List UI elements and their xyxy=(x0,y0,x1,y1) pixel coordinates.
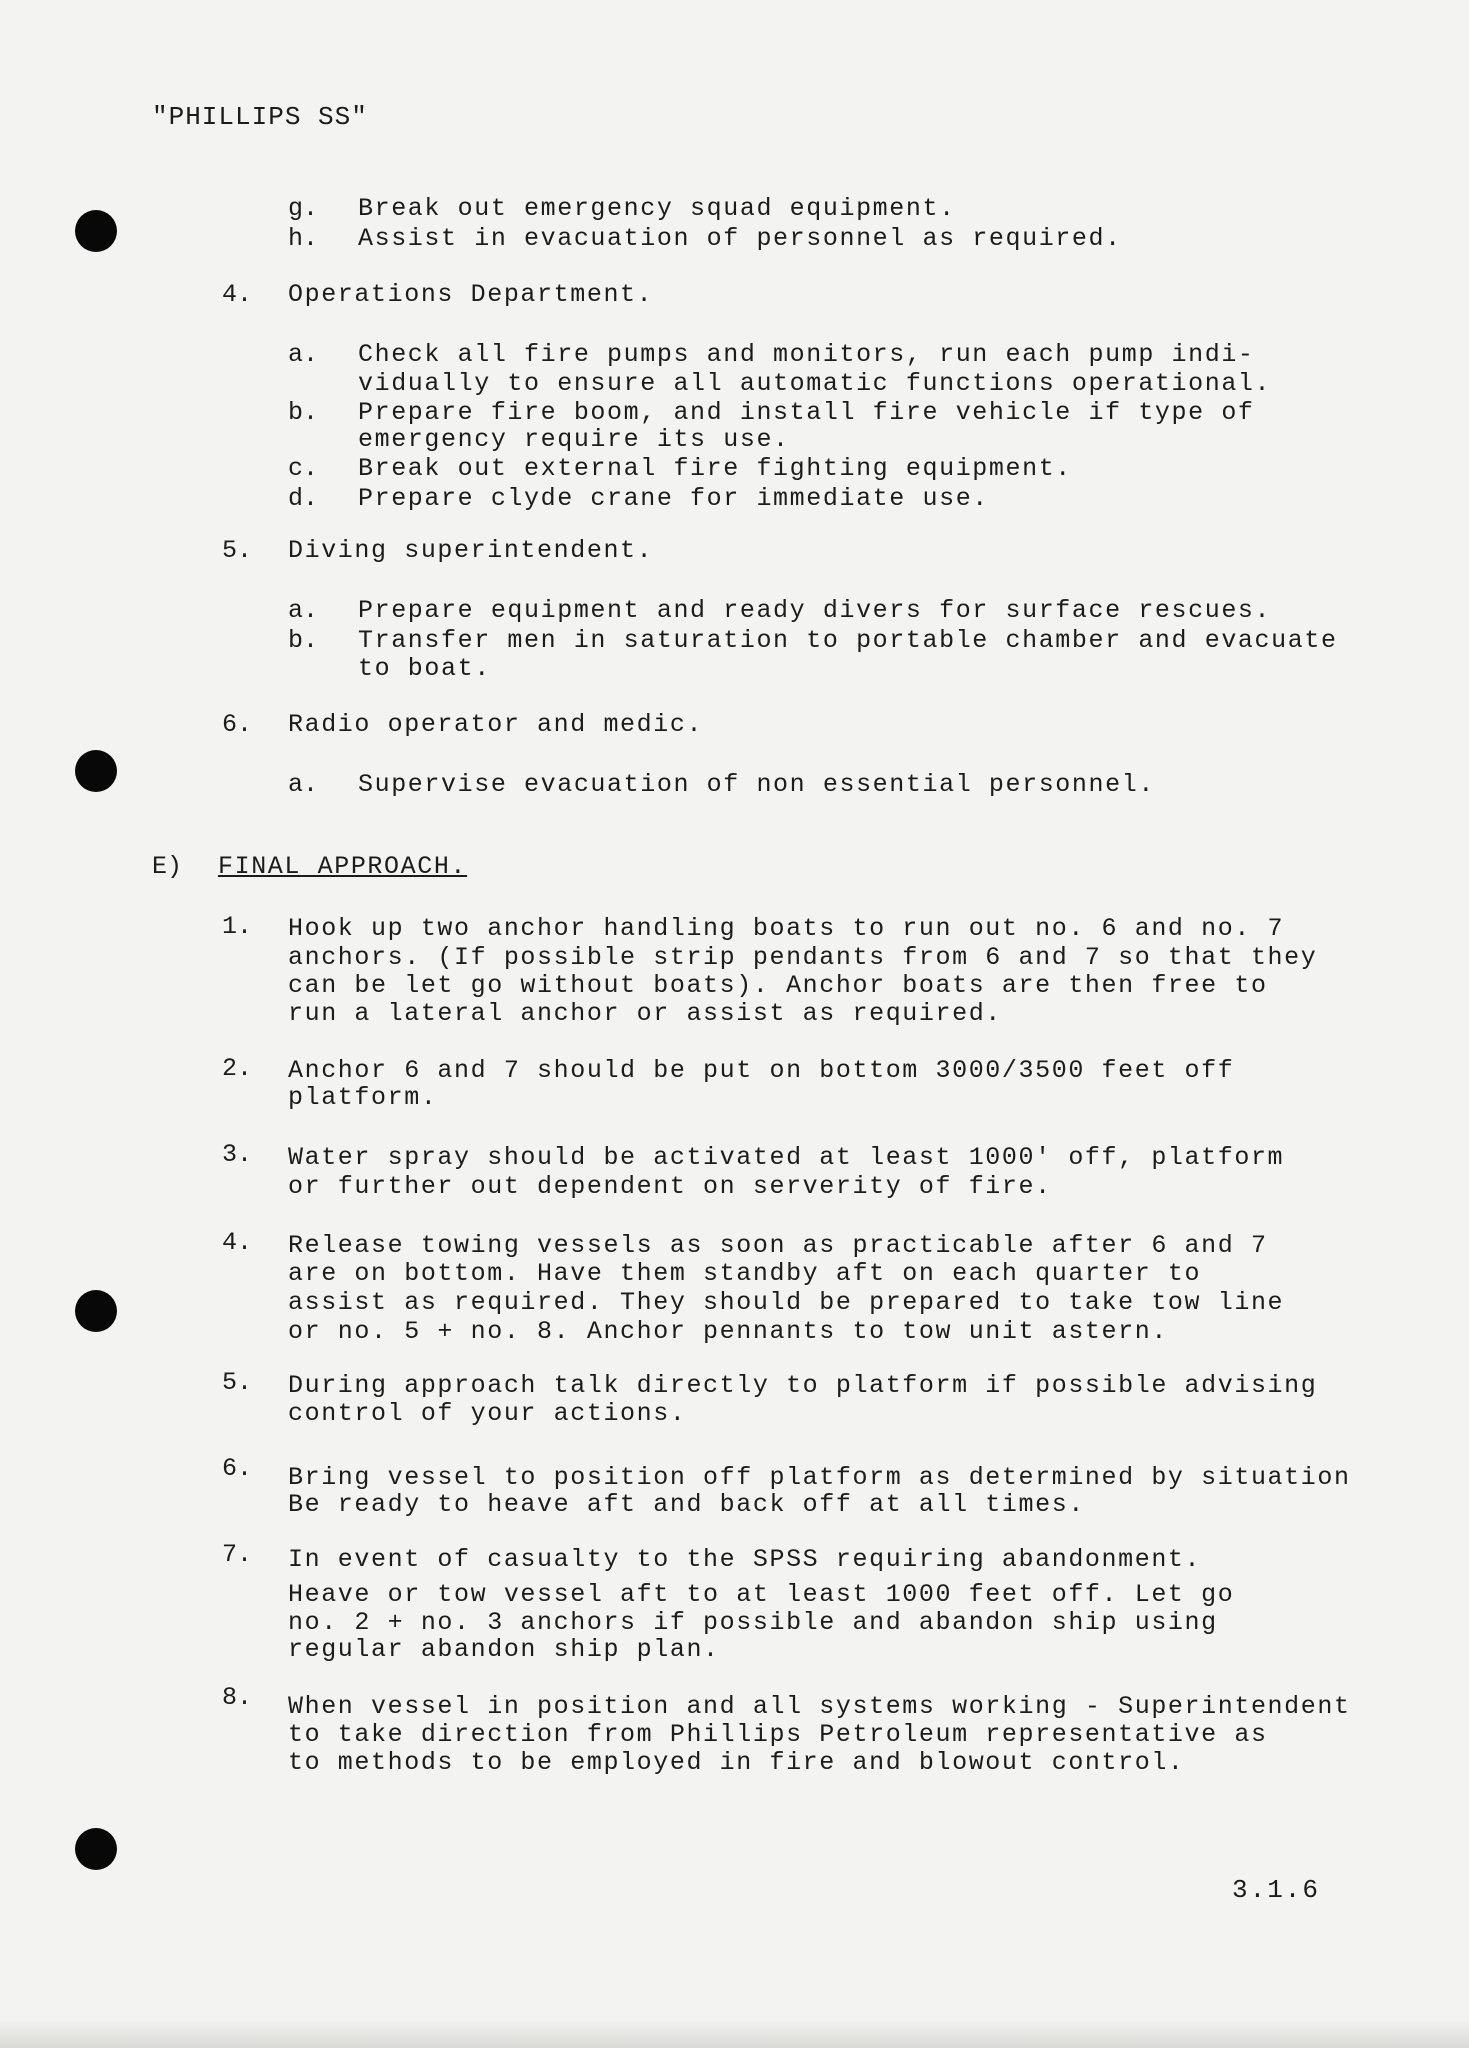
item-number: 7. xyxy=(222,1540,253,1569)
item-label: d. xyxy=(288,484,319,513)
item-label: g. xyxy=(288,194,319,223)
scan-bottom-edge xyxy=(0,2018,1469,2048)
item-text: Prepare equipment and ready divers for surface rescues. xyxy=(358,596,1272,625)
item-text: Prepare fire boom, and install fire vehicle if type of xyxy=(358,398,1255,427)
item-text: run a lateral anchor or assist as required. xyxy=(288,999,1002,1028)
punch-hole xyxy=(75,750,117,792)
item-number: 8. xyxy=(222,1683,253,1712)
item-text: In event of casualty to the SPSS requiring abandonment. xyxy=(288,1545,1202,1574)
item-label: b. xyxy=(288,626,319,655)
item-number: 6. xyxy=(222,1454,253,1483)
item-text: or further out dependent on serverity of fire. xyxy=(288,1172,1052,1201)
item-number: 4. xyxy=(222,1228,253,1257)
document-header: "PHILLIPS SS" xyxy=(152,102,368,132)
item-text: Hook up two anchor handling boats to run out no. 6 and no. 7 xyxy=(288,914,1285,943)
section-number: 4. xyxy=(222,280,253,309)
item-number: 3. xyxy=(222,1140,253,1169)
item-text: emergency require its use. xyxy=(358,425,790,454)
punch-hole xyxy=(75,1290,117,1332)
item-label: a. xyxy=(288,340,319,369)
page-number: 3.1.6 xyxy=(1232,1875,1321,1905)
item-text: to boat. xyxy=(358,654,491,683)
item-text: or no. 5 + no. 8. Anchor pennants to tow unit astern. xyxy=(288,1317,1168,1346)
section-number: 5. xyxy=(222,536,253,565)
item-text: Assist in evacuation of personnel as required. xyxy=(358,224,1122,253)
item-text: Check all fire pumps and monitors, run each pump indi- xyxy=(358,340,1255,369)
item-text: anchors. (If possible strip pendants from 6 and 7 so that they xyxy=(288,943,1318,972)
section-title-final-approach: FINAL APPROACH. xyxy=(218,852,468,881)
item-label: b. xyxy=(288,398,319,427)
item-text: Break out emergency squad equipment. xyxy=(358,194,956,223)
section-title: Radio operator and medic. xyxy=(288,710,704,739)
item-text: Break out external fire fighting equipment. xyxy=(358,454,1072,483)
item-text: Water spray should be activated at least 1000' off, platform xyxy=(288,1143,1285,1172)
item-number: 1. xyxy=(222,912,253,941)
item-number: 5. xyxy=(222,1368,253,1397)
punch-hole xyxy=(75,1828,117,1870)
item-text: assist as required. They should be prepared to take tow line xyxy=(288,1288,1285,1317)
item-label: a. xyxy=(288,770,319,799)
item-text: Prepare clyde crane for immediate use. xyxy=(358,484,989,513)
item-text: to take direction from Phillips Petroleum representative as xyxy=(288,1720,1268,1749)
item-number: 2. xyxy=(222,1054,253,1083)
item-text: Heave or tow vessel aft to at least 1000 feet off. Let go xyxy=(288,1580,1235,1609)
item-text: to methods to be employed in fire and blowout control. xyxy=(288,1748,1185,1777)
item-text: are on bottom. Have them standby aft on each quarter to xyxy=(288,1259,1202,1288)
item-text: Anchor 6 and 7 should be put on bottom 3000/3500 feet off xyxy=(288,1056,1235,1085)
item-text: During approach talk directly to platform if possible advising xyxy=(288,1371,1318,1400)
punch-hole xyxy=(75,210,117,252)
item-text: regular abandon ship plan. xyxy=(288,1635,720,1664)
item-text: no. 2 + no. 3 anchors if possible and abandon ship using xyxy=(288,1608,1218,1637)
section-number: 6. xyxy=(222,710,253,739)
item-text: control of your actions. xyxy=(288,1399,687,1428)
item-text: Supervise evacuation of non essential personnel. xyxy=(358,770,1155,799)
item-text: can be let go without boats). Anchor boats are then free to xyxy=(288,971,1268,1000)
item-text: vidually to ensure all automatic functions operational. xyxy=(358,369,1272,398)
item-text: platform. xyxy=(288,1083,438,1112)
item-text: Release towing vessels as soon as practicable after 6 and 7 xyxy=(288,1231,1268,1260)
section-title: Diving superintendent. xyxy=(288,536,654,565)
item-text: When vessel in position and all systems working - Superintendent xyxy=(288,1692,1351,1721)
section-title: Operations Department. xyxy=(288,280,654,309)
item-text: Bring vessel to position off platform as determined by situation xyxy=(288,1463,1351,1492)
section-letter: E) xyxy=(152,852,183,881)
item-label: a. xyxy=(288,596,319,625)
item-text: Be ready to heave aft and back off at all times. xyxy=(288,1490,1085,1519)
item-text: Transfer men in saturation to portable chamber and evacuate xyxy=(358,626,1338,655)
item-label: c. xyxy=(288,454,319,483)
item-label: h. xyxy=(288,224,319,253)
